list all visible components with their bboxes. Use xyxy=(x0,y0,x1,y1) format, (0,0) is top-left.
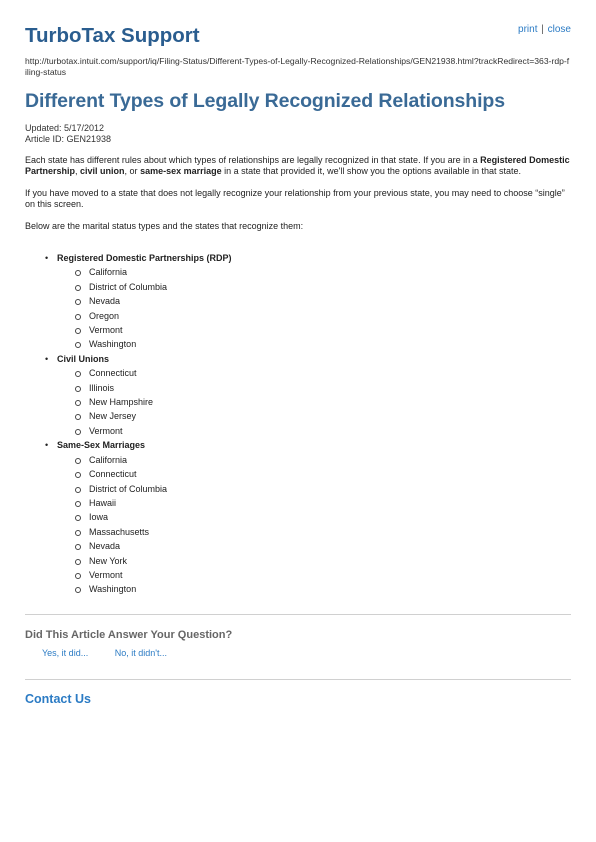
state-item xyxy=(57,510,571,524)
circle-bullet-icon xyxy=(75,530,81,536)
circle-bullet-icon xyxy=(75,559,81,565)
state-name: District of Columbia xyxy=(89,483,168,494)
category-name: Same-Sex Marriages xyxy=(57,440,146,451)
state-list xyxy=(57,453,571,597)
term-civil-union: civil union xyxy=(80,166,125,176)
support-page xyxy=(25,0,571,707)
state-item xyxy=(57,453,571,467)
state-name: Nevada xyxy=(89,296,121,307)
bullet-icon: • xyxy=(45,353,49,364)
circle-bullet-icon xyxy=(75,386,81,392)
state-item xyxy=(57,280,571,294)
circle-bullet-icon xyxy=(75,515,81,521)
divider xyxy=(25,614,571,615)
circle-bullet-icon xyxy=(75,314,81,320)
close-link[interactable]: close xyxy=(547,24,571,35)
circle-bullet-icon xyxy=(75,414,81,420)
state-name: Washington xyxy=(89,339,137,350)
state-name: Vermont xyxy=(89,569,123,580)
term-same-sex-marriage: same-sex marriage xyxy=(140,166,222,176)
circle-bullet-icon xyxy=(75,342,81,348)
state-item xyxy=(57,309,571,323)
print-link[interactable]: print xyxy=(518,24,538,35)
state-name: New York xyxy=(89,555,128,566)
utility-links xyxy=(518,24,571,35)
state-item xyxy=(57,482,571,496)
state-item xyxy=(57,323,571,337)
state-item xyxy=(57,525,571,539)
circle-bullet-icon xyxy=(75,573,81,579)
circle-bullet-icon xyxy=(75,487,81,493)
circle-bullet-icon xyxy=(75,429,81,435)
circle-bullet-icon xyxy=(75,371,81,377)
circle-bullet-icon xyxy=(75,299,81,305)
circle-bullet-icon xyxy=(75,328,81,334)
feedback-yes-link[interactable]: Yes, it did... xyxy=(42,647,89,658)
category-name: Civil Unions xyxy=(57,353,110,364)
site-title: TurboTax Support xyxy=(25,24,200,47)
state-item xyxy=(57,409,571,423)
circle-bullet-icon xyxy=(75,587,81,593)
article-id: Article ID: GEN21938 xyxy=(25,134,112,144)
bullet-icon: • xyxy=(45,440,49,451)
list-intro-paragraph: Below are the marital status types and the states that recognize them: xyxy=(25,221,304,231)
circle-bullet-icon xyxy=(75,400,81,406)
state-name: Connecticut xyxy=(89,368,137,379)
category-name: Registered Domestic Partnerships (RDP) xyxy=(57,253,232,263)
divider xyxy=(25,679,571,680)
header xyxy=(25,0,571,56)
state-name: Washington xyxy=(89,584,137,595)
circle-bullet-icon xyxy=(75,270,81,276)
status-category xyxy=(25,352,571,438)
state-name: Massachusetts xyxy=(89,526,150,537)
state-name: Iowa xyxy=(89,512,109,523)
state-item xyxy=(57,496,571,510)
state-name: New Jersey xyxy=(89,411,137,422)
state-item xyxy=(57,366,571,380)
contact-us-heading[interactable]: Contact Us xyxy=(25,691,91,706)
circle-bullet-icon xyxy=(75,544,81,550)
state-name: Hawaii xyxy=(89,497,117,508)
state-item xyxy=(57,539,571,553)
updated-date: Updated: 5/17/2012 xyxy=(25,123,105,133)
state-item xyxy=(57,265,571,279)
circle-bullet-icon xyxy=(75,501,81,507)
state-item xyxy=(57,568,571,582)
moved-state-paragraph: If you have moved to a state that does not legally recognize your relationship from your previous state, you may need to choose “single” on this screen. xyxy=(25,188,565,209)
status-category xyxy=(25,438,571,596)
state-list xyxy=(57,366,571,438)
state-item xyxy=(57,424,571,438)
state-name: District of Columbia xyxy=(89,281,168,292)
state-name: Nevada xyxy=(89,541,121,552)
circle-bullet-icon xyxy=(75,472,81,478)
state-name: Oregon xyxy=(89,310,120,321)
intro-paragraph: Each state has different rules about which types of relationships are legally recognized in that state. If you are in a Registered Domestic Partnership, civil union, or same-sex marriage in a state that provided it, we'll show you the options available in that state. xyxy=(25,155,570,176)
state-name: Vermont xyxy=(89,425,123,436)
term-rdp: Registered Domestic Partnership xyxy=(25,155,570,176)
link-separator: | xyxy=(541,24,544,35)
state-item xyxy=(57,467,571,481)
status-category xyxy=(25,251,571,352)
article-title: Different Types of Legally Recognized Relationships xyxy=(25,90,505,112)
circle-bullet-icon xyxy=(75,285,81,291)
state-item xyxy=(57,381,571,395)
state-item xyxy=(57,337,571,351)
feedback-no-link[interactable]: No, it didn't... xyxy=(114,647,167,658)
state-name: California xyxy=(89,454,128,465)
state-item xyxy=(57,582,571,596)
state-list xyxy=(57,265,571,351)
state-name: Illinois xyxy=(89,382,115,393)
status-type-list xyxy=(25,251,571,597)
state-name: Vermont xyxy=(89,325,123,336)
state-name: Connecticut xyxy=(89,469,137,480)
state-item xyxy=(57,395,571,409)
feedback-title: Did This Article Answer Your Question? xyxy=(25,628,233,641)
state-name: New Hampshire xyxy=(89,397,154,408)
bullet-icon: • xyxy=(45,253,49,263)
state-item xyxy=(57,554,571,568)
state-name: California xyxy=(89,267,128,278)
page-url: http://turbotax.intuit.com/support/iq/Filing-Status/Different-Types-of-Legally-Recognized-Relationships/GEN21938.html?trackRedirect=363-rdp-filing-status xyxy=(25,56,570,77)
article-meta xyxy=(25,123,571,145)
feedback-links xyxy=(25,648,571,659)
circle-bullet-icon xyxy=(75,458,81,464)
state-item xyxy=(57,294,571,308)
